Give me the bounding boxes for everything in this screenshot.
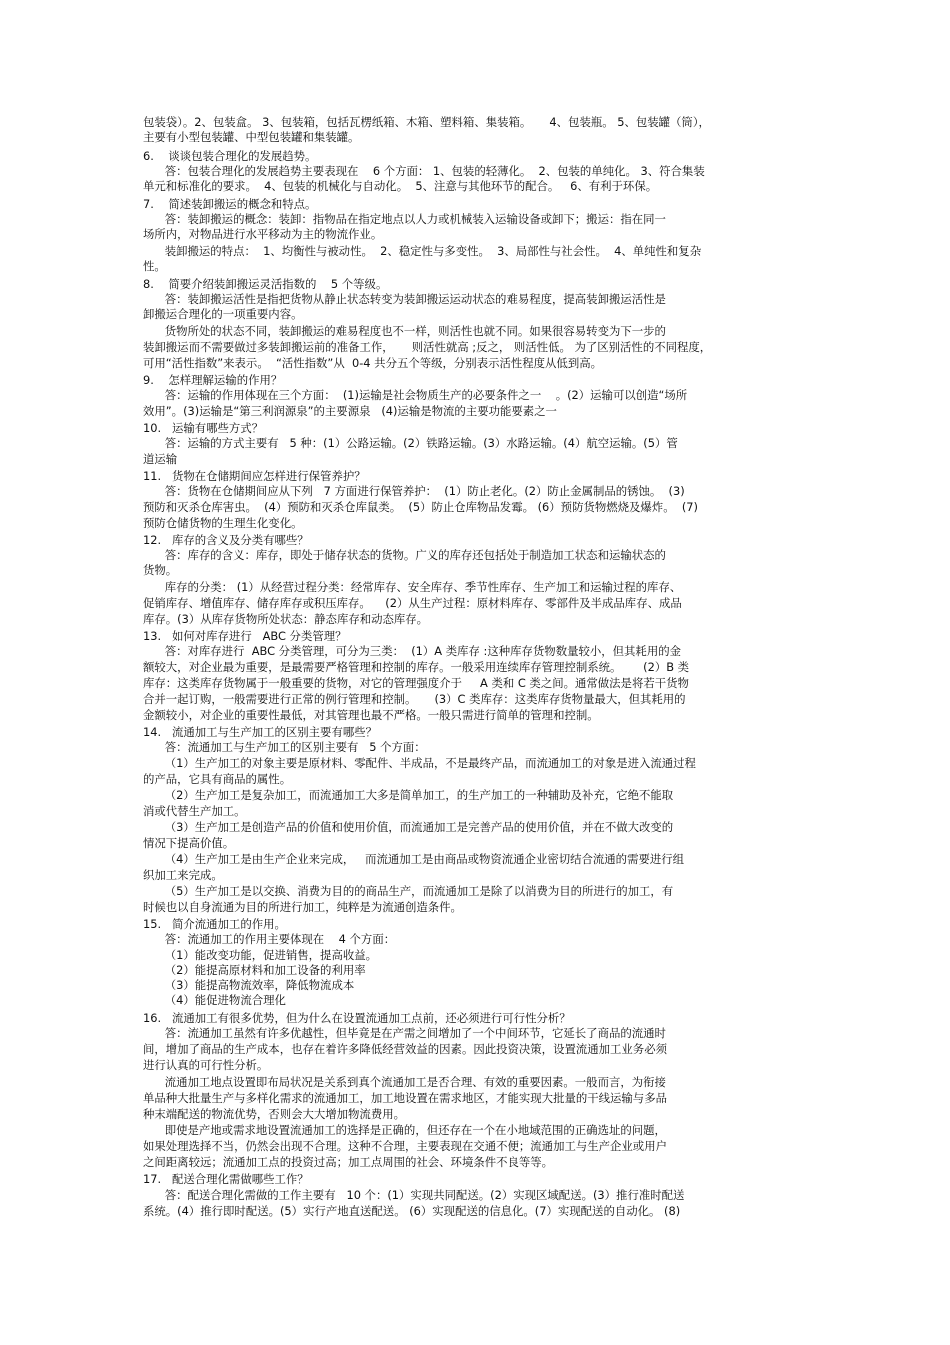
text-line: 主要有小型包装罐、中型包装罐和集装罐。 — [143, 130, 360, 144]
text-line: 装卸搬运的特点： 1、均衡性与被动性。 2、稳定性与多变性。 3、局部性与社会性。 4、单纯性和复杂 — [143, 244, 702, 258]
text-line: 效用”。(3)运输是“第三利润源泉”的主要源泉 (4)运输是物流的主要功能要素之一 — [143, 404, 557, 418]
text-line: 预防和灭杀仓库害虫。 (4）预防和灭杀仓库鼠类。 (5）防止仓库物品发霉。 (6）预防货物燃烧及爆炸。 (7) — [143, 500, 698, 514]
text-line: 促销库存、增值库存、储存库存或积压库存。 (2）从生产过程：原材料库存、零部件及半成品库存、成品 — [143, 596, 682, 610]
text-line: 库存：这类库存货物属于一般重要的货物，对它的管理强度介于 A 类和 C 类之间。通常做法是将若干货物 — [143, 676, 689, 690]
text-line: 流通加工地点设置即布局状况是关系到真个流通加工是否合理、有效的重要因素。一般而言，为衔接 — [143, 1075, 666, 1089]
text-line: 答：流通加工与生产加工的区别主要有 5 个方面： — [143, 740, 426, 754]
text-line: 货物所处的状态不同，装卸搬运的难易程度也不一样，则活性也就不同。如果很容易转变为下一步的 — [143, 324, 666, 338]
text-line: 的产品，它具有商品的属性。 — [143, 772, 292, 786]
text-line: 额较大，对企业最为重要，是最需要严格管理和控制的库存。一般采用连续库存管理控制系统。 (2）B 类 — [143, 660, 690, 674]
question-heading: 11. 货物在仓储期间应怎样进行保管养护？ — [143, 469, 366, 483]
text-line: 货物。 — [143, 563, 178, 577]
text-line: 可用“活性指数”来表示。 “活性指数”从 0-4 共分五个等级，分别表示活性程度从低到高。 — [143, 356, 602, 370]
question-heading: 8. 简要介绍装卸搬运灵活指数的 5 个等级。 — [143, 277, 388, 291]
text-line: 合并一起订购，一般需要进行正常的例行管理和控制。 (3）C 类库存：这类库存货物量最大，但其耗用的 — [143, 692, 686, 706]
text-line: 间，增加了商品的生产成本，也存在着许多降低经营效益的因素。因此投资决策，设置流通加工业务必须 — [143, 1042, 667, 1056]
list-item: （1）能改变功能，促进销售，提高收益。 — [143, 948, 378, 962]
text-line: 单品种大批量生产与多样化需求的流通加工，加工地设置在需求地区，才能实现大批量的干线运输与多品 — [143, 1091, 667, 1105]
list-item: （2）能提高原材料和加工设备的利用率 — [143, 963, 366, 977]
text-line: 装卸搬运而不需要做过多装卸搬运前的准备工作， 则活性就高 ;反之， 则活性低。 为了区别活性的不同程度， — [143, 340, 712, 354]
text-line: 卸搬运合理化的一项重要内容。 — [143, 307, 303, 321]
text-line: （4）生产加工是由生产企业来完成， 而流通加工是由商品或物资流通企业密切结合流通的需要进行组 — [143, 852, 685, 866]
text-line: 包装袋）。2、包装盒。 3、包装箱，包括瓦楞纸箱、木箱、塑料箱、集装箱。 4、包装瓶。 5、包装罐（筒）， — [143, 115, 710, 129]
text-line: 种末端配送的物流优势，否则会大大增加物流费用。 — [143, 1107, 405, 1121]
text-line: 进行认真的可行性分析。 — [143, 1058, 269, 1072]
text-line: 库存。(3）从库存货物所处状态：静态库存和动态库存。 — [143, 612, 429, 626]
text-line: 答：流通加工虽然有许多优越性，但毕竟是在产需之间增加了一个中间环节，它延长了商品的流通时 — [143, 1026, 666, 1040]
text-line: 系统。(4）推行即时配送。(5）实行产地直送配送。 (6）实现配送的信息化。(7）实现配送的自动化。 (8) — [143, 1204, 681, 1218]
text-line: 时候也以自身流通为目的所进行加工，纯粹是为流通创造条件。 — [143, 900, 462, 914]
text-line: 金额较小，对企业的重要性最低，对其管理也最不严格。一般只需进行简单的管理和控制。 — [143, 708, 599, 722]
question-heading: 13. 如何对库存进行 ABC 分类管理？ — [143, 629, 347, 643]
text-line: （2）生产加工是复杂加工，而流通加工大多是简单加工，的生产加工的一种辅助及补充，它绝不能取 — [143, 788, 674, 802]
text-line: 答：流通加工的作用主要体现在 4 个方面： — [143, 932, 396, 946]
text-line: 织加工来完成。 — [143, 868, 223, 882]
text-line: （5）生产加工是以交换、消费为目的的商品生产，而流通加工是除了以消费为目的所进行的加工，有 — [143, 884, 674, 898]
text-line: 答：货物在仓储期间应从下列 7 方面进行保管养护： (1）防止老化。(2）防止金属制品的锈蚀。 (3) — [143, 484, 685, 498]
text-line: 答：装卸搬运活性是指把货物从静止状态转变为装卸搬运运动状态的难易程度，提高装卸搬运活性是 — [143, 292, 666, 306]
question-heading: 10. 运输有哪些方式？ — [143, 421, 264, 435]
question-heading: 6. 谈谈包装合理化的发展趋势。 — [143, 149, 317, 163]
text-line: 单元和标准化的要求。 4、包装的机械化与自动化。 5、注意与其他环节的配合。 6、有利于环保。 — [143, 179, 658, 193]
text-line: 场所内，对物品进行水平移动为主的物流作业。 — [143, 227, 383, 241]
text-line: 答：运输的作用体现在三个方面： (1)运输是社会物质生产的必要条件之一 。(2）运输可以创造“场所 — [143, 388, 688, 402]
text-line: 答：运输的方式主要有 5 种：(1）公路运输。(2）铁路运输。(3）水路运输。(4）航空运输。(5）管 — [143, 436, 678, 450]
text-line: 答：库存的含义：库存，即处于储存状态的货物。广义的库存还包括处于制造加工状态和运输状态的 — [143, 548, 666, 562]
question-heading: 14. 流通加工与生产加工的区别主要有哪些？ — [143, 725, 378, 739]
text-line: 答：装卸搬运的概念：装卸：指物品在指定地点以人力或机械装入运输设备或卸下；搬运：指在同一 — [143, 212, 666, 226]
list-item: （3）能提高物流效率，降低物流成本 — [143, 978, 355, 992]
text-line: 之间距离较远；流通加工点的投资过高；加工点周围的社会、环境条件不良等等。 — [143, 1155, 554, 1169]
text-line: 情况下提高价值。 — [143, 836, 235, 850]
text-line: （1）生产加工的对象主要是原材料、零配件、半成品，不是最终产品，而流通加工的对象是进入流通过程 — [143, 756, 696, 770]
question-heading: 7. 简述装卸搬运的概念和特点。 — [143, 197, 317, 211]
question-heading: 9. 怎样理解运输的作用？ — [143, 373, 283, 387]
question-heading: 17. 配送合理化需做哪些工作？ — [143, 1172, 309, 1186]
text-line: 预防仓储货物的生理生化变化。 — [143, 516, 303, 530]
question-heading: 12. 库存的含义及分类有哪些？ — [143, 533, 309, 547]
list-item: （4）能促进物流合理化 — [143, 993, 286, 1007]
text-line: 道运输 — [143, 452, 178, 466]
text-line: 消或代替生产加工。 — [143, 804, 246, 818]
text-line: （3）生产加工是创造产品的价值和使用价值，而流通加工是完善产品的使用价值，并在不做大改变的 — [143, 820, 674, 834]
text-line: 库存的分类： (1）从经营过程分类：经常库存、安全库存、季节性库存、生产加工和运输过程的库存、 — [143, 580, 682, 594]
text-line: 答：包装合理化的发展趋势主要表现在 6 个方面： 1、包装的轻薄化。 2、包装的单纯化。 3、符合集装 — [143, 164, 705, 178]
text-line: 如果处理选择不当，仍然会出现不合理。这种不合理，主要表现在交通不便；流通加工与生产企业或用户 — [143, 1139, 667, 1153]
text-line: 答：对库存进行 ABC 分类管理，可分为三类： (1）A 类库存 :这种库存货物数量较小，但其耗用的金 — [143, 644, 681, 658]
text-line: 答：配送合理化需做的工作主要有 10 个：(1）实现共同配送。(2）实现区域配送。(3）推行准时配送 — [143, 1188, 685, 1202]
text-line: 性。 — [143, 259, 166, 273]
question-heading: 16. 流通加工有很多优势，但为什么在设置流通加工点前，还必须进行可行性分析？ — [143, 1011, 571, 1025]
text-line: 即使是产地或需求地设置流通加工的选择是正确的，但还存在一个在小地域范围的正确选址的问题， — [143, 1123, 666, 1137]
question-heading: 15. 简介流通加工的作用。 — [143, 917, 286, 931]
